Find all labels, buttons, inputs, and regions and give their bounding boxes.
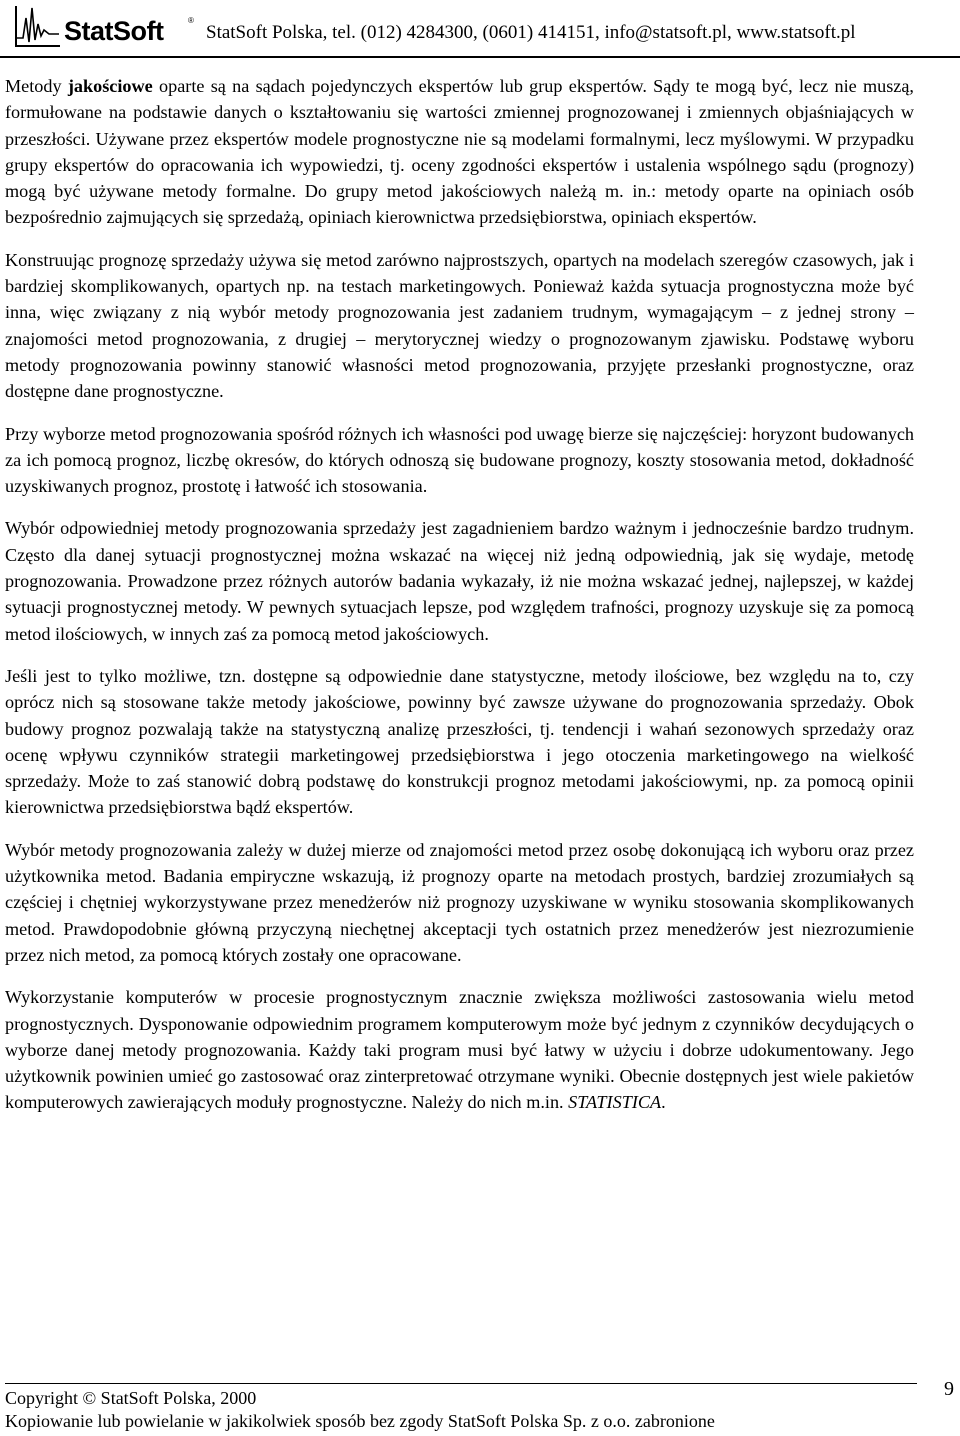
registered-mark: ®	[188, 16, 194, 25]
statsoft-logo-icon	[14, 2, 62, 48]
header-divider	[0, 56, 960, 58]
statsoft-logo	[14, 2, 204, 50]
paragraph-quantitative-methods: Jeśli jest to tylko możliwe, tzn. dostępne są odpowiednie dane statystyczne, metody ilościowe, bez względu na to, czy oprócz nich są stosowane także metody jakościowe, powinny być zawsze używane do prognozowania sprzedaży. Obok budowy prognoz pozwalają także na statystyczną analizę przeszłości, tj. tendencji i wahań sezonowych sprzedaży oraz ocenę wpływu czynników strategii marketingowej przedsiębiorstwa i jego otoczenia marketingowego na wielkość sprzedaży. Może to zaś stanowić dobrą podstawę do konstrukcji prognoz metodami jakościowymi, np. za pomocą opinii kierownictwa przedsiębiorstwa bądź ekspertów.	[5, 665, 914, 818]
paragraph-qualitative-methods	[5, 73, 914, 231]
footer-divider	[5, 1383, 917, 1384]
paragraph-text: .	[661, 1092, 666, 1113]
footer-copyright: Copyright © StatSoft Polska, 2000	[5, 1388, 257, 1408]
bold-term: jakościowe	[67, 76, 153, 96]
paragraph-method-choice: Wybór odpowiedniej metody prognozowania sprzedaży jest zagadnieniem bardzo ważnym i jednocześnie bardzo trudnym. Często dla danej sytuacji prognostycznej można wskazać na więcej niż jedną odpowiednią, jak się wydaje, metodę prognozowania. Prowadzone przez różnych autorów badania wykazały, iż nie można wskazać jednej, najlepszej, w każdej sytuacji prognostycznej metody. W pewnych sytuacjach lepsze, pod względem trafności, prognozy uzyskuje się za pomocą metod ilościowych, w innych zaś za pomocą metod jakościowych.	[5, 518, 914, 644]
product-name: STATISTICA	[568, 1092, 662, 1113]
page-number: 9	[944, 1378, 954, 1400]
footer-copying-notice: Kopiowanie lub powielanie w jakikolwiek sposób bez zgody StatSoft Polska Sp. z o.o. zabronione	[5, 1411, 715, 1431]
page-header	[0, 0, 960, 60]
paragraph-method-selection-criteria: Przy wyborze metod prognozowania spośród różnych ich własności pod uwagę bierze się najczęściej: horyzont budowanych za ich pomocą prognoz, liczbę okresów, do których odnoszą się budowane prognozy, koszty stosowania metod, dokładność uzyskiwanych prognoz, prostotę i łatwość ich stosowania.	[5, 423, 914, 497]
header-contact-info: StatSoft Polska, tel. (012) 4284300, (0601) 414151, info@statsoft.pl, www.statsoft.pl	[206, 22, 856, 43]
paragraph-text: oparte są na sądach pojedynczych ekspertów lub grup ekspertów. Sądy te mogą być, lecz nie muszą, formułowane na podstawie danych o kształtowaniu się wartości zmiennej prognozowanej i zmiennych objaśniających w przeszłości. Używane przez ekspertów modele prognostyczne nie są modelami formalnymi, lecz myślowymi. W przypadku grupy ekspertów do opracowania ich wypowiedzi, tj. oceny zgodności ekspertów i ustalenia wspólnego sądu (prognozy) mogą być używane metody formalne. Do grupy metod jakościowych należą m. in.: metody oparte na opiniach osób bezpośrednio zajmujących się sprzedażą, opiniach kierownictwa przedsiębiorstwa, opiniach ekspertów.	[5, 76, 914, 228]
paragraph-computer-usage	[5, 984, 914, 1115]
logo-wordmark: StatSoft	[64, 16, 164, 46]
document-body	[5, 73, 914, 1132]
paragraph-method-knowledge: Wybór metody prognozowania zależy w dużej mierze od znajomości metod przez osobę dokonującą ich wyboru oraz przez użytkownika metod. Badania empiryczne wskazują, iż prognozy oparte na metodach prostych, bardziej zrozumiałych są częściej i chętniej wykorzystywane przez menedżerów niż prognozy uzyskiwane w wyniku stosowania skomplikowanych metod. Prawdopodobnie główną przyczyną niechętnej akceptacji tych ostatnich przez menedżerów jest niezrozumienie przez nich metod, za pomocą których zostały one opracowane.	[5, 839, 914, 965]
paragraph-text: Metody	[5, 76, 68, 96]
paragraph-forecast-construction: Konstruując prognozę sprzedaży używa się metod zarówno najprostszych, opartych na modelach szeregów czasowych, jak i bardziej skomplikowanych, opartych np. na testach marketingowych. Ponieważ każda sytuacja prognostyczna może być inna, więc związany z nią wybór metody prognozowania jest zadaniem trudnym, wymagającym – z jednej strony – znajomości metod prognozowania, z drugiej – merytorycznej wiedzy o prognozowanym zjawisku. Podstawę wyboru metody prognozowania powinny stanowić własności metod prognozowania, przyjęte przesłanki prognostyczne, oraz dostępne dane prognostyczne.	[5, 249, 914, 402]
paragraph-text: Wykorzystanie komputerów w procesie prognostycznym znacznie zwiększa możliwości zastosowania wielu metod prognostycznych. Dysponowanie odpowiednim programem komputerowym może być jednym z czynników decydujących o wyborze danej metody prognozowania. Każdy taki program musi być łatwy w użyciu i dobrze udokumentowany. Jego użytkownik powinien umieć go zastosować oraz zinterpretować otrzymane wyniki. Obecnie dostępnych jest wiele pakietów komputerowych zawierających moduły prognostyczne. Należy do nich m.in.	[5, 987, 914, 1113]
